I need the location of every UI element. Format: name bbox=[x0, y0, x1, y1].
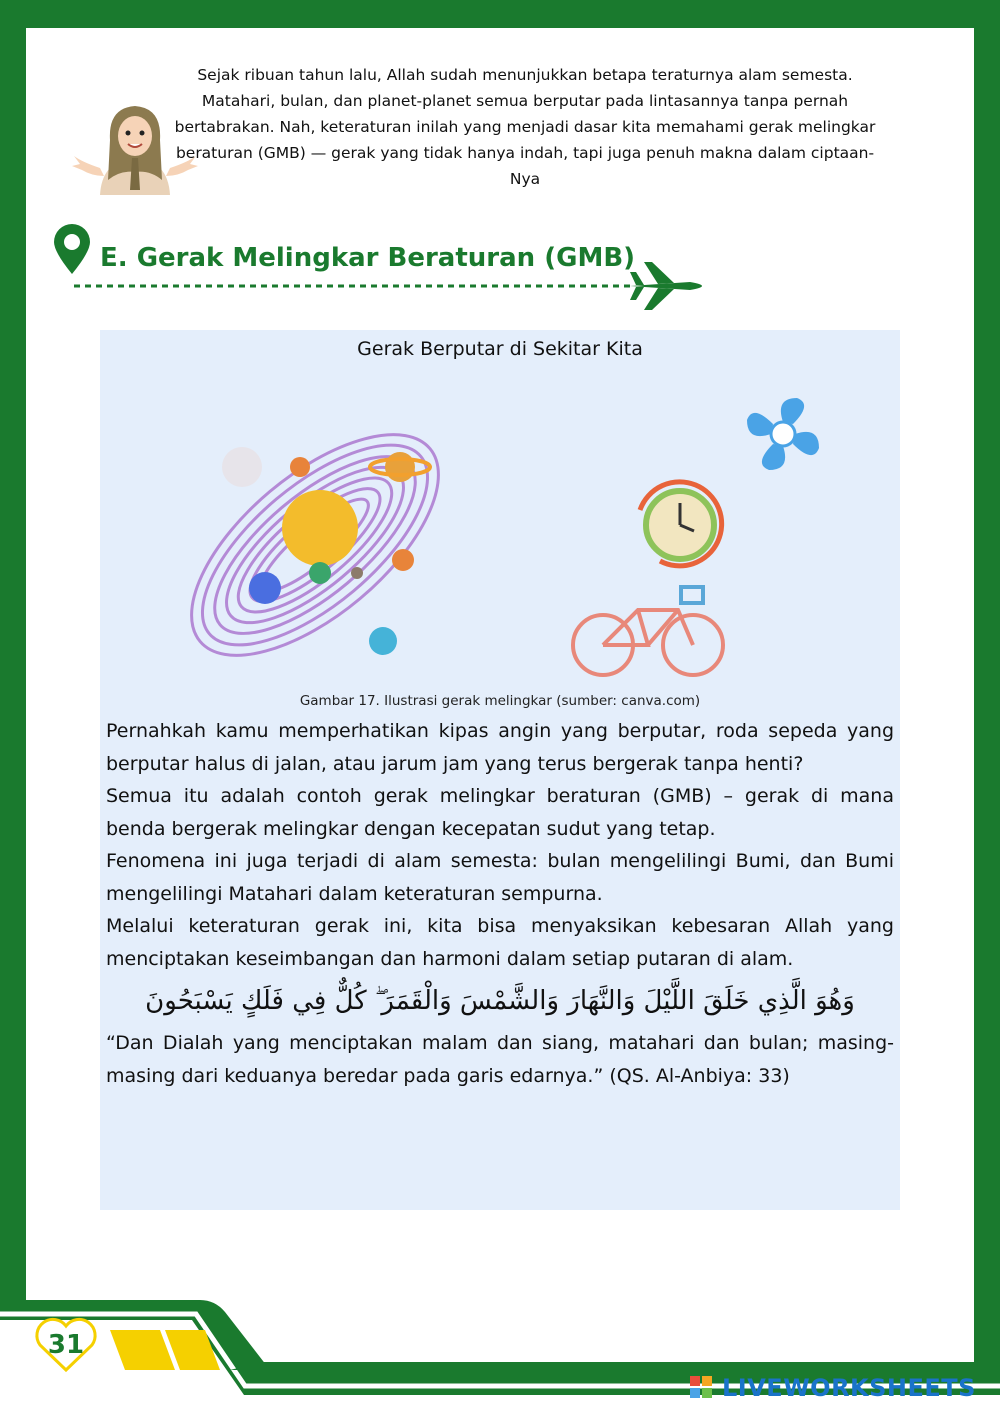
figure-caption: Gambar 17. Ilustrasi gerak melingkar (sumber: canva.com) bbox=[299, 693, 701, 709]
box-title: Gerak Berputar di Sekitar Kita bbox=[357, 338, 643, 360]
paragraph: Pernahkah kamu memperhatikan kipas angin yang berputar, roda sepeda yang berputar halus di jalan, atau jarum jam yang terus bergerak tanpa henti? bbox=[106, 720, 894, 775]
paragraph: Semua itu adalah contoh gerak melingkar beraturan (GMB) – gerak di mana benda bergerak melingkar dengan kecepatan sudut yang tetap. bbox=[106, 785, 894, 840]
section-title: E. Gerak Melingkar Beraturan (GMB) bbox=[100, 243, 636, 273]
page-number: 31 bbox=[47, 1330, 85, 1360]
intro-paragraph: Sejak ribuan tahun lalu, Allah sudah menunjukkan betapa teraturnya alam semesta. Matahari, bulan, dan planet-planet semua berputar pada lintasannya tanpa pernah bertabrakan. Nah, keteraturan inilah yang menjadi dasar kita memahami gerak melingkar beraturan (GMB) — gerak yang tidak hanya indah, tapi juga penuh makna dalam ciptaan-Nya bbox=[174, 66, 876, 188]
airplane-icon bbox=[630, 262, 702, 310]
circular-motion-illustration bbox=[175, 385, 835, 705]
body-text bbox=[106, 715, 894, 1092]
fan-icon bbox=[747, 398, 819, 470]
clock-icon bbox=[640, 482, 722, 566]
brand-name[interactable]: LIVEWORKSHEETS bbox=[722, 1374, 976, 1402]
bicycle-icon bbox=[573, 587, 723, 675]
sun-icon bbox=[282, 490, 358, 566]
paragraph: Melalui keteraturan gerak ini, kita bisa menyaksikan kebesaran Allah yang menciptakan keseimbangan dan harmoni dalam setiap putaran di alam. bbox=[106, 915, 894, 970]
arabic-verse: وَهُوَ الَّذِي خَلَقَ اللَّيْلَ وَالنَّهَارَ وَالشَّمْسَ وَالْقَمَرَ ۖ كُلٌّ فِي فَلَكٍ يَسْبَحُونَ bbox=[145, 986, 855, 1016]
content-box bbox=[100, 330, 900, 1210]
verse-translation: “Dan Dialah yang menciptakan malam dan siang, matahari dan bulan; masing-masing dari keduanya beredar pada garis edarnya.” (QS. Al-Anbiya: 33) bbox=[106, 1032, 894, 1087]
paragraph: Fenomena ini juga terjadi di alam semesta: bulan mengelilingi Bumi, dan Bumi mengelilingi Matahari dalam keteraturan sempurna. bbox=[106, 850, 894, 905]
